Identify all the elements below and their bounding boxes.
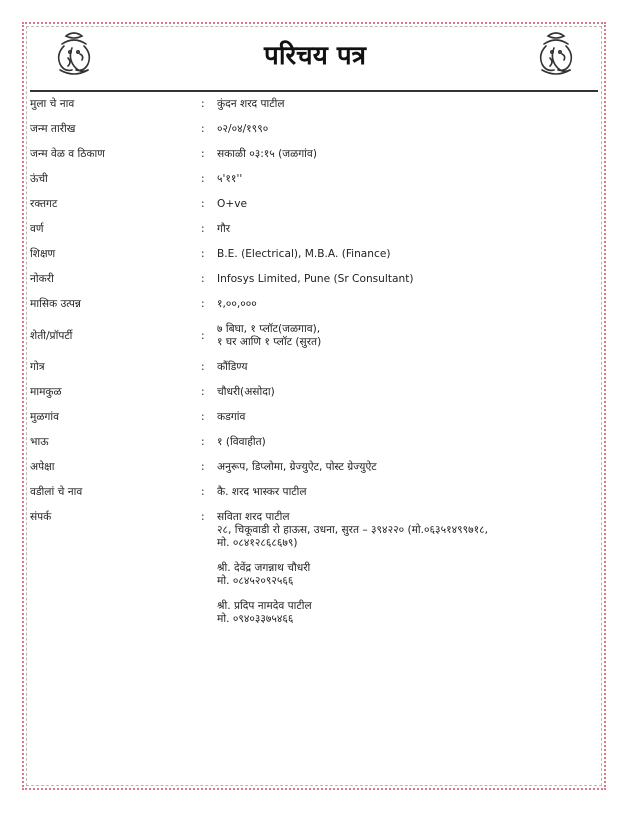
contact-name: श्री. देवेंद्र जगन्नाथ चौधरी xyxy=(217,562,311,574)
row-value: १ (विवाहीत) xyxy=(217,436,266,448)
row-colon: : xyxy=(201,298,205,310)
row-colon: : xyxy=(201,148,205,160)
row-value: ०२/०४/१९९० xyxy=(217,123,269,135)
row-value: कै. शरद भास्कर पाटील xyxy=(217,486,307,498)
row-value: O+ve xyxy=(217,198,248,210)
row-height xyxy=(30,173,595,186)
row-value: कडगांव xyxy=(217,411,246,423)
row-colon: : xyxy=(201,273,205,285)
row-colon: : xyxy=(201,248,205,260)
row-value: अनुरूप, डिप्लोमा, ग्रेज्युऐट, पोस्ट ग्रेज्युऐट xyxy=(217,461,377,473)
row-value xyxy=(217,323,595,349)
row-label: जन्म वेळ व ठिकाण xyxy=(30,148,105,160)
row-gotra xyxy=(30,361,595,374)
row-colon: : xyxy=(201,436,205,448)
row-label: मासिक उत्पन्न xyxy=(30,298,81,310)
contact-block xyxy=(217,600,595,626)
contact-phone: मो. ०८४५२०९२५६६ xyxy=(217,575,294,587)
row-value: १,००,००० xyxy=(217,298,257,310)
row-value: गौर xyxy=(217,223,231,235)
contact-phone: मो. ०९४०३३७५४६६ xyxy=(217,613,294,625)
row-colon: : xyxy=(201,123,205,135)
contact-block xyxy=(217,562,595,588)
row-label: मामकुळ xyxy=(30,386,62,398)
row-value: Infosys Limited, Pune (Sr Consultant) xyxy=(217,273,414,285)
row-colon: : xyxy=(201,223,205,235)
row-value: चौधरी(असोदा) xyxy=(217,386,275,398)
row-contact xyxy=(30,511,595,626)
page-title: परिचय पत्र xyxy=(264,41,366,71)
row-birth-date xyxy=(30,123,595,136)
row-monthly-income xyxy=(30,298,595,311)
contact-block xyxy=(217,511,595,550)
row-value: कुंदन शरद पाटील xyxy=(217,98,285,110)
row-label: रक्तगट xyxy=(30,198,58,210)
row-value: सकाळी ०३:१५ (जळगांव) xyxy=(217,148,317,160)
row-label: शिक्षण xyxy=(30,248,56,260)
row-colon: : xyxy=(201,461,205,473)
row-complexion xyxy=(30,223,595,236)
row-education xyxy=(30,248,595,261)
biodata-table xyxy=(30,98,595,638)
property-line-2: १ घर आणि १ प्लॉट (सुरत) xyxy=(217,336,322,348)
property-line-1: ७ बिघा, १ प्लॉट(जळगाव), xyxy=(217,323,321,335)
row-label: जन्म तारीख xyxy=(30,123,76,135)
row-colon: : xyxy=(201,98,205,110)
row-label: नोकरी xyxy=(30,273,54,285)
row-value: ५'११'' xyxy=(217,173,243,185)
contact-name: सविता शरद पाटील xyxy=(217,511,290,523)
contact-address: २८, चिकूवाडी रो हाऊस, उधना, सुरत – ३९४२२० (मो.०६३५१४९९७१८, xyxy=(217,524,489,536)
title-divider xyxy=(30,90,598,92)
row-label: मुला चे नाव xyxy=(30,98,75,110)
row-brother xyxy=(30,436,595,449)
row-colon: : xyxy=(201,329,205,342)
row-colon: : xyxy=(201,361,205,373)
row-property xyxy=(30,323,595,349)
row-name xyxy=(30,98,595,111)
row-value: B.E. (Electrical), M.B.A. (Finance) xyxy=(217,248,391,260)
row-label: भाऊ xyxy=(30,436,49,448)
row-label: मुळगांव xyxy=(30,411,59,423)
row-native-village xyxy=(30,411,595,424)
row-colon: : xyxy=(201,411,205,423)
row-colon: : xyxy=(201,198,205,210)
row-colon: : xyxy=(201,511,205,523)
row-label: वर्ण xyxy=(30,223,44,235)
row-label: संपर्क xyxy=(30,511,52,523)
contact-name: श्री. प्रदिप नामदेव पाटील xyxy=(217,600,312,612)
row-mamkul xyxy=(30,386,595,399)
row-label: ऊंची xyxy=(30,173,48,185)
row-colon: : xyxy=(201,173,205,185)
row-colon: : xyxy=(201,486,205,498)
row-value: कौंडिण्य xyxy=(217,361,248,373)
row-label: अपेक्षा xyxy=(30,461,55,473)
row-birth-time-place xyxy=(30,148,595,161)
row-label: शेती/प्रॉपर्टी xyxy=(30,329,73,342)
row-expectation xyxy=(30,461,595,474)
contact-phone: मो. ०८४१२८६८६७९) xyxy=(217,537,298,549)
row-value xyxy=(217,511,595,626)
row-blood-group xyxy=(30,198,595,211)
row-colon: : xyxy=(201,386,205,398)
row-job xyxy=(30,273,595,286)
row-label: गोत्र xyxy=(30,361,45,373)
row-father-name xyxy=(30,486,595,499)
row-label: वडीलां चे नाव xyxy=(30,486,83,498)
